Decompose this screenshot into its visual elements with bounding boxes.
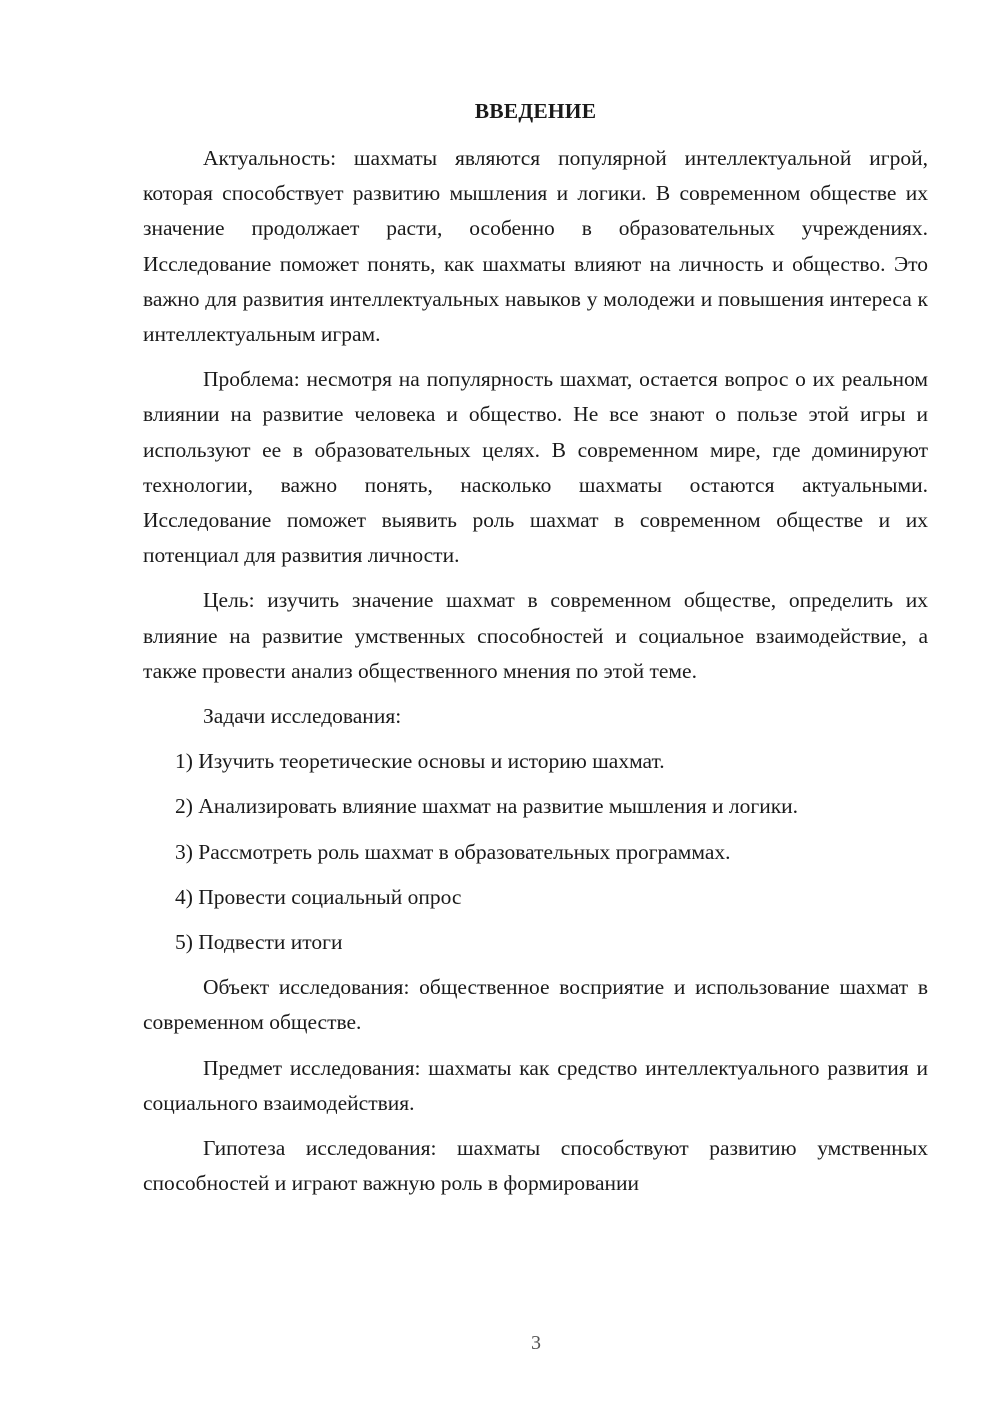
paragraph-hypothesis: Гипотеза исследования: шахматы способствуют развитию умственных способностей и играют важную роль в формировании bbox=[143, 1136, 928, 1196]
page-title: ВВЕДЕНИЕ bbox=[474, 99, 597, 123]
paragraph-relevance: Актуальность: шахматы являются популярной интеллектуальной игрой, которая способствует развитию мышления и логики. В современном обществе их значение продолжает расти, особенно в образовательных учреждениях. Исследование поможет понять, как шахматы влияют на личность и общество. Это важно для развития интеллектуальных навыков у молодежи и повышения интереса к интеллектуальным играм. bbox=[143, 146, 928, 347]
page-content bbox=[143, 94, 928, 1211]
paragraph-goal: Цель: изучить значение шахмат в современном обществе, определить их влияние на развитие умственных способностей и социальное взаимодействие, а также провести анализ общественного мнения по этой теме. bbox=[143, 588, 928, 683]
paragraph-object: Объект исследования: общественное восприятие и использование шахмат в современном обществе. bbox=[143, 975, 928, 1035]
task-item: 4) Провести социальный опрос bbox=[175, 884, 462, 909]
task-item: 3) Рассмотреть роль шахмат в образовательных программах. bbox=[175, 839, 731, 864]
task-item: 5) Подвести итоги bbox=[175, 930, 343, 955]
task-item: 2) Анализировать влияние шахмат на развитие мышления и логики. bbox=[175, 794, 799, 819]
paragraph-subject: Предмет исследования: шахматы как средство интеллектуального развития и социального взаимодействия. bbox=[143, 1055, 928, 1115]
page-number: 3 bbox=[531, 1332, 541, 1354]
task-item: 1) Изучить теоретические основы и историю шахмат. bbox=[175, 749, 665, 774]
paragraph-problem: Проблема: несмотря на популярность шахмат, остается вопрос о их реальном влиянии на развитие человека и общество. Не все знают о пользе этой игры и используют ее в образовательных целях. В современном мире, где доминируют технологии, важно понять, насколько шахматы остаются актуальными. Исследование поможет выявить роль шахмат в современном обществе и их потенциал для развития личности. bbox=[143, 367, 928, 568]
tasks-heading: Задачи исследования: bbox=[203, 704, 402, 729]
task-list bbox=[143, 744, 928, 960]
